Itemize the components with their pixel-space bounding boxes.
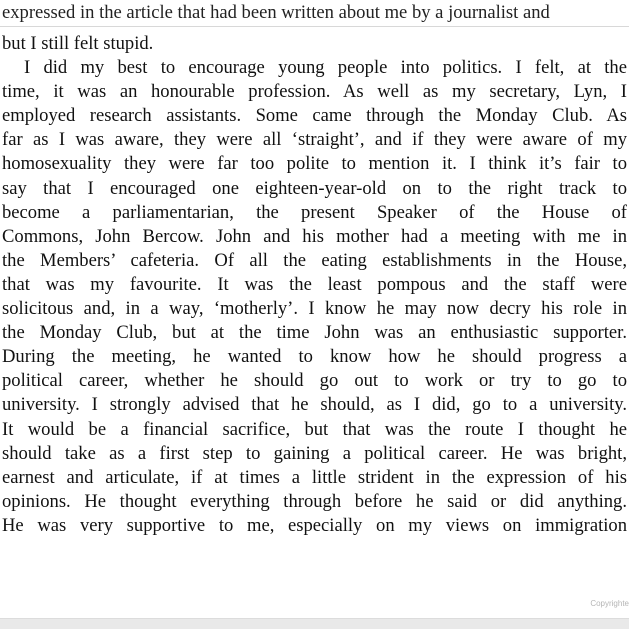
text-line: that was my favourite. It was the least pompous and the staff were	[2, 273, 627, 295]
page-divider	[0, 26, 629, 27]
text-line: solicitous and, in a way, ‘motherly’. I know he may now decry his role in	[2, 298, 627, 320]
copyright-watermark: Copyrighte	[590, 599, 629, 608]
text-line: earnest and articulate, if at times a little strident in the expression of his	[2, 466, 627, 488]
text-line: Commons, John Bercow. John and his mother had a meeting with me in	[2, 225, 627, 247]
text-line: He was very supportive to me, especially on my views on immigration	[2, 514, 627, 536]
body-text	[2, 32, 627, 538]
text-line: the Monday Club, but at the time John was an enthusiastic supporter.	[2, 322, 627, 344]
bottom-edge	[0, 618, 629, 629]
text-line: political career, whether he should go out to work or try to go to	[2, 370, 627, 392]
text-line: university. I strongly advised that he should, as I did, go to a university.	[2, 394, 627, 416]
previous-page-edge	[0, 0, 629, 27]
text-line: time, it was an honourable profession. As well as my secretary, Lyn, I	[2, 81, 627, 103]
text-line: opinions. He thought everything through before he said or did anything.	[2, 490, 627, 512]
cut-off-text: expressed in the article that had been written about me by a journalist and	[2, 2, 550, 23]
text-line: should take as a first step to gaining a political career. He was bright,	[2, 442, 627, 464]
text-line: It would be a financial sacrifice, but that was the route I thought he	[2, 418, 627, 440]
text-line: During the meeting, he wanted to know how he should progress a	[2, 346, 627, 368]
text-line: far as I was aware, they were all ‘straight’, and if they were aware of my	[2, 129, 627, 151]
text-line: become a parliamentarian, the present Speaker of the House of	[2, 201, 627, 223]
cut-off-line	[2, 2, 627, 24]
text-line: homosexuality they were far too polite to mention it. I think it’s fair to	[2, 153, 627, 175]
text-line: but I still felt stupid.	[2, 33, 154, 54]
text-line: employed research assistants. Some came through the Monday Club. As	[2, 105, 627, 127]
text-line: I did my best to encourage young people into politics. I felt, at the	[24, 57, 627, 79]
text-line: say that I encouraged one eighteen-year-old on to the right track to	[2, 177, 627, 199]
text-line: the Members’ cafeteria. Of all the eating establishments in the House,	[2, 249, 627, 271]
